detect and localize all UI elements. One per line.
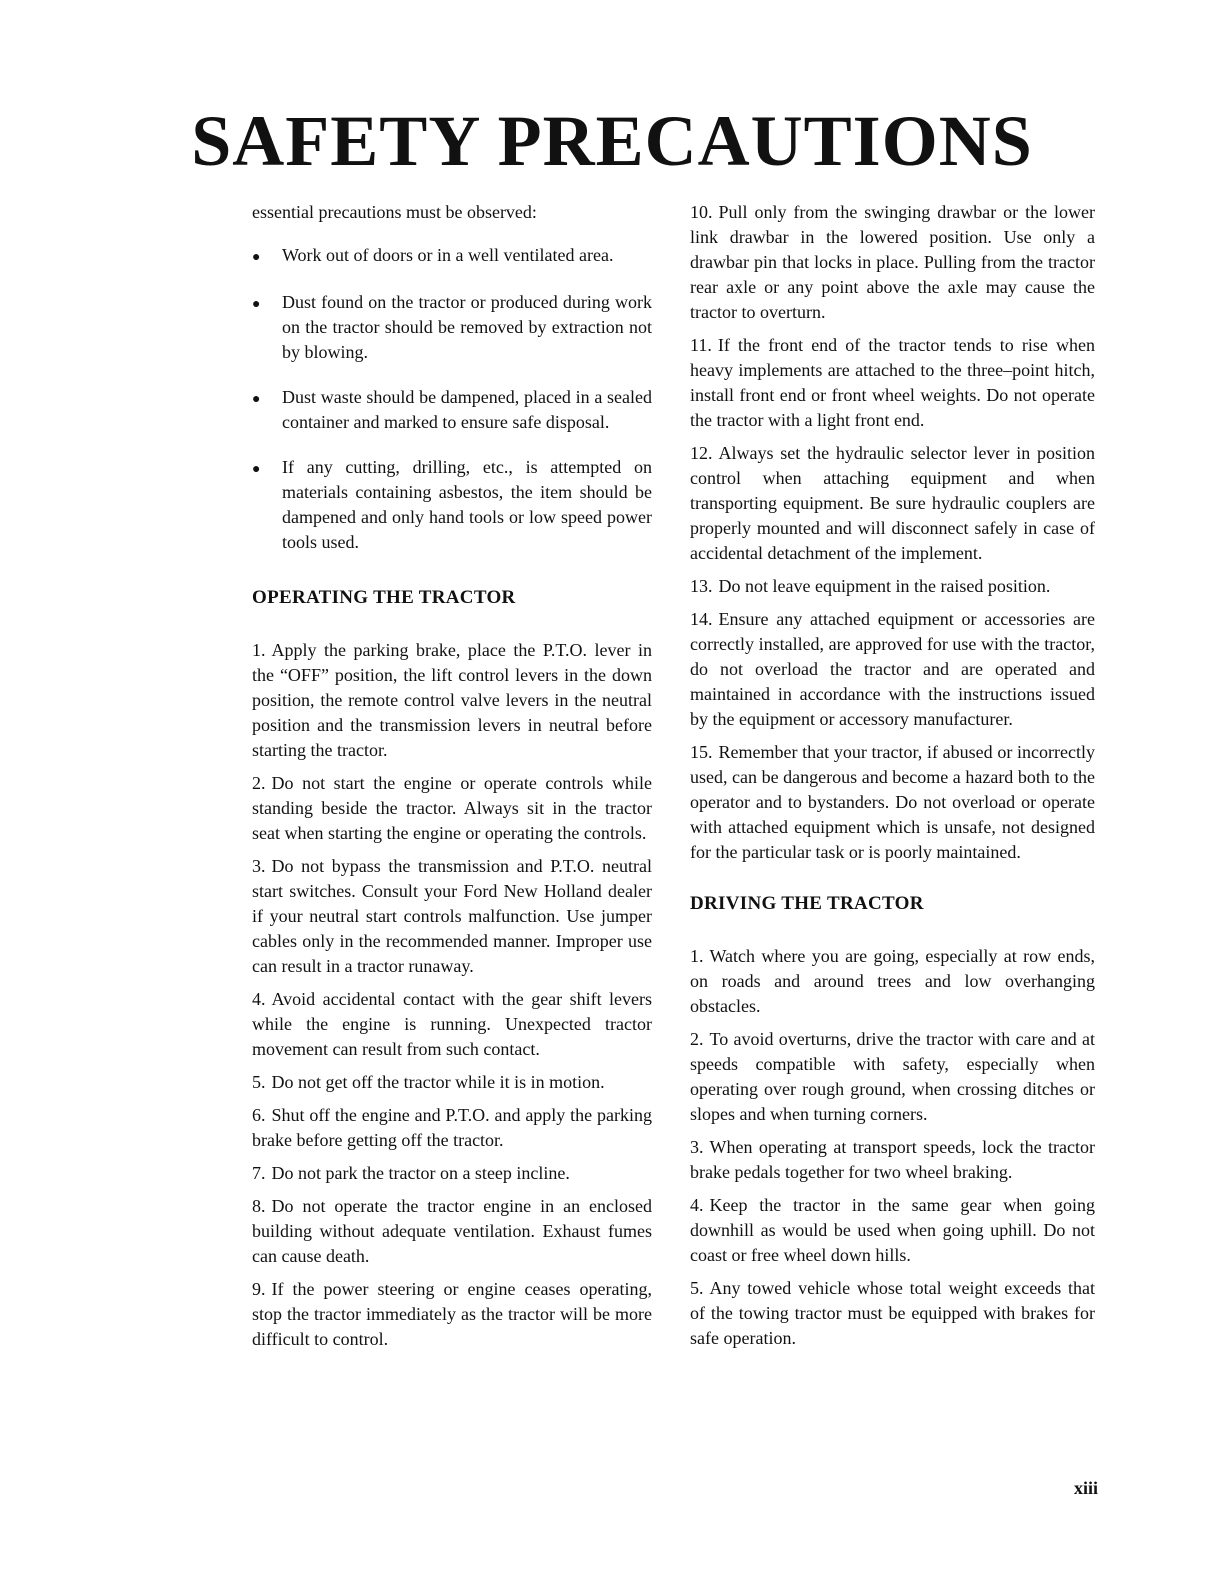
numbered-item — [690, 200, 1095, 325]
item-number: 12. — [690, 443, 713, 463]
numbered-item — [690, 574, 1095, 599]
item-text: Ensure any attached equipment or accessories are correctly installed, are approved for use with the tractor, do not overload the tractor and are operated and maintained in accordance with the instructions issued by the equipment or accessory manufacturer. — [690, 609, 1095, 729]
bullet-icon — [252, 290, 282, 365]
section-heading-operating: OPERATING THE TRACTOR — [252, 587, 516, 608]
numbered-item — [252, 1161, 652, 1186]
item-text: Any towed vehicle whose total weight exceeds that of the towing tractor must be equipped with brakes for safe operation. — [690, 1278, 1095, 1348]
numbered-item — [252, 771, 652, 846]
bullet-item — [252, 455, 652, 555]
item-number: 2. — [690, 1029, 704, 1049]
bullet-item — [252, 385, 652, 435]
numbered-item — [690, 1027, 1095, 1127]
numbered-item — [690, 1276, 1095, 1351]
item-number: 15. — [690, 742, 713, 762]
item-text: Keep the tractor in the same gear when going downhill as would be used when going uphill. Do not coast or free wheel down hills. — [690, 1195, 1095, 1265]
item-text: Do not leave equipment in the raised position. — [718, 576, 1051, 596]
item-text: Pull only from the swinging drawbar or the lower link drawbar in the lowered position. Use only a drawbar pin that locks in place. Pulling from the tractor rear axle or any point above the axle may cause the tractor to overturn. — [690, 202, 1095, 322]
item-number: 4. — [252, 989, 266, 1009]
page-number: xiii — [1073, 1478, 1098, 1498]
item-number: 10. — [690, 202, 713, 222]
numbered-item — [690, 333, 1095, 433]
item-text: Do not operate the tractor engine in an enclosed building without adequate ventilation. Exhaust fumes can cause death. — [252, 1196, 652, 1266]
item-text: Shut off the engine and P.T.O. and apply the parking brake before getting off the tractor. — [252, 1105, 652, 1150]
item-number: 2. — [252, 773, 266, 793]
numbered-item — [252, 1194, 652, 1269]
item-number: 5. — [690, 1278, 704, 1298]
item-text: Remember that your tractor, if abused or incorrectly used, can be dangerous and become a hazard both to the operator and to bystanders. Do not overload or operate with attached equipment which is unsafe, not designed for the particular task or is poorly maintained. — [690, 742, 1095, 862]
numbered-item — [252, 1277, 652, 1352]
item-text: To avoid overturns, drive the tractor with care and at speeds compatible with safety, especially when operating over rough ground, when crossing ditches or slopes and when turning corners. — [690, 1029, 1095, 1124]
item-text: Always set the hydraulic selector lever in position control when attaching equipment and when transporting equipment. Be sure hydraulic couplers are properly mounted and will disconnect safely in case of accidental detachment of the implement. — [690, 443, 1095, 563]
item-number: 9. — [252, 1279, 266, 1299]
item-text: Do not get off the tractor while it is in motion. — [271, 1072, 605, 1092]
item-text: When operating at transport speeds, lock the tractor brake pedals together for two wheel braking. — [690, 1137, 1095, 1182]
numbered-item — [690, 1193, 1095, 1268]
numbered-item — [690, 1135, 1095, 1185]
item-text: Apply the parking brake, place the P.T.O. lever in the “OFF” position, the lift control levers in the down position, the remote control valve levers in the neutral position and the transmission levers in neutral before starting the tractor. — [252, 640, 652, 760]
numbered-item — [690, 740, 1095, 865]
bullet-item — [252, 290, 652, 365]
intro-text: essential precautions must be observed: — [252, 202, 537, 222]
item-number: 8. — [252, 1196, 266, 1216]
numbered-item — [690, 607, 1095, 732]
bullet-item — [252, 243, 652, 270]
numbered-item — [252, 854, 652, 979]
item-number: 3. — [690, 1137, 704, 1157]
left-column — [252, 200, 652, 1360]
bullet-text: Work out of doors or in a well ventilated area. — [282, 245, 614, 265]
item-number: 14. — [690, 609, 713, 629]
bullet-icon — [252, 455, 282, 555]
bullet-text: Dust waste should be dampened, placed in a sealed container and marked to ensure safe disposal. — [282, 387, 652, 432]
item-number: 5. — [252, 1072, 266, 1092]
item-number: 11. — [690, 335, 712, 355]
numbered-item — [690, 944, 1095, 1019]
item-number: 4. — [690, 1195, 704, 1215]
item-text: Do not park the tractor on a steep incline. — [271, 1163, 570, 1183]
item-text: Avoid accidental contact with the gear shift levers while the engine is running. Unexpected tractor movement can result from such contact. — [252, 989, 652, 1059]
item-text: If the power steering or engine ceases operating, stop the tractor immediately as the tractor will be more difficult to control. — [252, 1279, 652, 1349]
item-number: 6. — [252, 1105, 266, 1125]
item-number: 1. — [690, 946, 704, 966]
numbered-item — [252, 1070, 652, 1095]
item-text: If the front end of the tractor tends to rise when heavy implements are attached to the three–point hitch, install front end or front wheel weights. Do not operate the tractor with a light front end. — [690, 335, 1095, 430]
bullet-icon — [252, 243, 282, 270]
item-number: 1. — [252, 640, 266, 660]
bullet-icon — [252, 385, 282, 435]
item-text: Watch where you are going, especially at row ends, on roads and around trees and low overhanging obstacles. — [690, 946, 1095, 1016]
item-text: Do not start the engine or operate controls while standing beside the tractor. Always sit in the tractor seat when starting the engine or operating the controls. — [252, 773, 652, 843]
bullet-text: Dust found on the tractor or produced during work on the tractor should be removed by extraction not by blowing. — [282, 292, 652, 362]
item-number: 13. — [690, 576, 713, 596]
numbered-item — [252, 638, 652, 763]
numbered-item — [252, 1103, 652, 1153]
right-column — [690, 200, 1095, 1359]
numbered-item — [252, 987, 652, 1062]
numbered-item — [690, 441, 1095, 566]
page-title: SAFETY PRECAUTIONS — [191, 101, 1033, 181]
bullet-text: If any cutting, drilling, etc., is attempted on materials containing asbestos, the item should be dampened and only hand tools or low speed power tools used. — [282, 457, 652, 552]
item-text: Do not bypass the transmission and P.T.O. neutral start switches. Consult your Ford New Holland dealer if your neutral start controls malfunction. Use jumper cables only in the recommended manner. Improper use can result in a tractor runaway. — [252, 856, 652, 976]
item-number: 7. — [252, 1163, 266, 1183]
section-heading-driving: DRIVING THE TRACTOR — [690, 893, 924, 914]
item-number: 3. — [252, 856, 266, 876]
